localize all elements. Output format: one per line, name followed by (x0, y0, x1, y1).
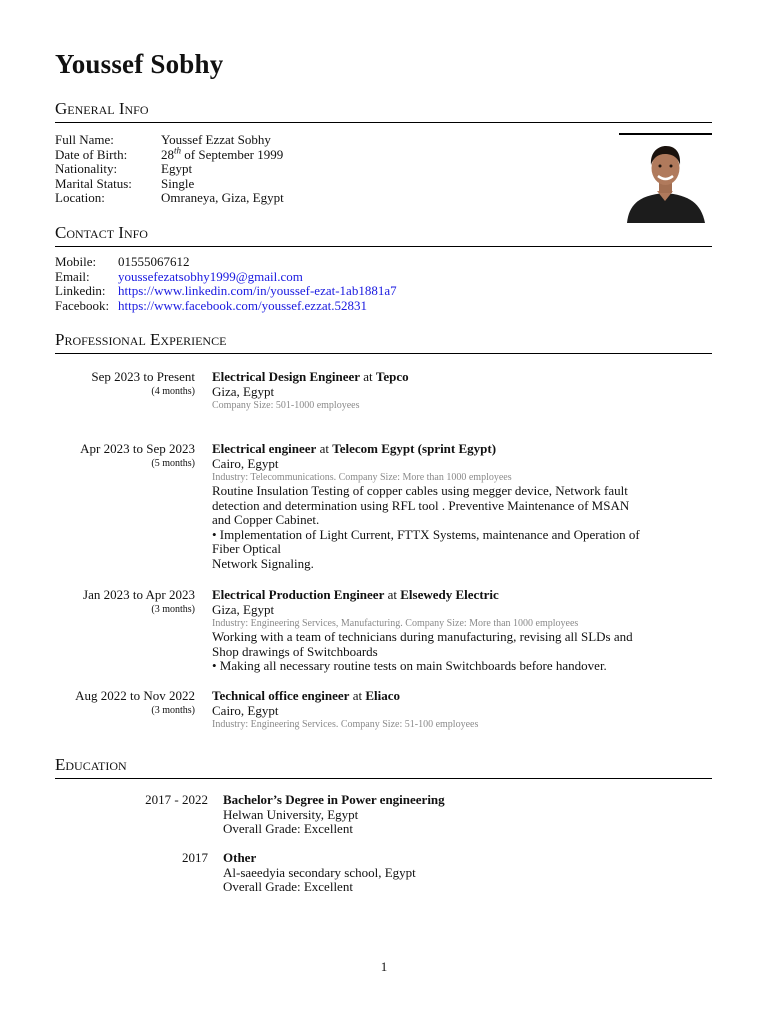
location-value: Omraneya, Giza, Egypt (161, 190, 284, 205)
candidate-name: Youssef Sobhy (55, 49, 224, 79)
education-dates: 2017 (182, 850, 208, 865)
nationality-value: Egypt (161, 161, 193, 176)
mobile-value: 01555067612 (118, 254, 190, 269)
job-location: Cairo, Egypt (212, 702, 279, 718)
contact-info-block (55, 255, 397, 313)
job-location: Cairo, Egypt (212, 455, 279, 471)
nationality-label: Nationality: (55, 161, 118, 176)
education-entry (223, 851, 703, 895)
degree-title: Other (223, 850, 257, 865)
job-title: Electrical engineer (212, 441, 317, 456)
profile-photo (619, 133, 712, 223)
experience-entry: Electrical Production Engineer at Elsewedy Electric Giza, Egypt Industry: Engineering Services, Manufacturing. Company Size: More than 1000 employees Working with a team of technicians during manufacturing, revising all SLDs and Shop drawings of Switchboards • Making all necessary routine tests on main Switchboards before handover. (212, 588, 702, 674)
experience-entry: Electrical Design Engineer at Tepco Giza, Egypt Company Size: 501-1000 employees (212, 370, 702, 412)
experience-entry: Electrical engineer at Telecom Egypt (sprint Egypt) Cairo, Egypt Industry: Telecommunications. Company Size: More than 1000 employees Routine Insulation Testing of copper cables using megger device, Network fault detection and determination using RFL tool . Preventive Maintenance of MSAN and Copper Cabinet. • Implementation of Light Current, FTTX Systems, maintenance and Operation of Fiber Optical Network Signaling. (212, 442, 702, 571)
company-meta: Industry: Engineering Services, Manufacturing. Company Size: More than 1000 employees (212, 618, 579, 629)
experience-dates-block (55, 588, 195, 616)
experience-dates-block (55, 442, 195, 470)
section-heading-professional-experience: Professional Experience (55, 330, 712, 354)
email-label: Email: (55, 268, 90, 284)
experience-duration: (3 months) (151, 603, 195, 615)
job-description: Routine Insulation Testing of copper cables using megger device, Network fault detection and determination using RFL tool . Preventive Maintenance of MSAN and Copper Cabinet. • Implementation of Light Current, FTTX Systems, maintenance and Operation of Fiber Optical Network Signaling. (212, 483, 640, 571)
job-title: Electrical Design Engineer (212, 369, 361, 384)
experience-duration: (4 months) (151, 385, 195, 397)
job-title: Electrical Production Engineer (212, 587, 385, 602)
education-entry (223, 793, 703, 837)
experience-dates-block (55, 689, 195, 717)
marital-status-value: Single (161, 175, 195, 191)
company-name: Elsewedy Electric (400, 587, 499, 602)
job-description: Working with a team of technicians during manufacturing, revising all SLDs and Shop drawings of Switchboards • Making all necessary routine tests on main Switchboards before handover. (212, 629, 633, 673)
section-heading-general-info: General Info (55, 99, 712, 123)
job-location: Giza, Egypt (212, 383, 275, 399)
marital-status-label: Marital Status: (55, 175, 132, 191)
page-number: 1 (380, 959, 388, 974)
dob-value: 28th of September 1999 (161, 145, 284, 162)
school-name: Al-saeedyia secondary school, Egypt (223, 864, 416, 880)
dob-label: Date of Birth: (55, 146, 128, 162)
experience-dates: Sep 2023 to Present (91, 369, 195, 384)
linkedin-label: Linkedin: (55, 283, 106, 298)
experience-dates-block (55, 370, 195, 398)
full-name-value: Youssef Ezzat Sobhy (161, 132, 271, 147)
company-meta: Industry: Engineering Services. Company Size: 51-100 employees (212, 719, 479, 730)
linkedin-link[interactable]: https://www.linkedin.com/in/youssef-ezat-1ab1881a7 (118, 283, 397, 298)
company-name: Tepco (375, 369, 409, 384)
mobile-label: Mobile: (55, 254, 97, 269)
section-heading-education: Education (55, 755, 712, 779)
section-heading-contact-info: Contact Info (55, 223, 712, 247)
email-link[interactable]: youssefezatsobhy1999@gmail.com (118, 268, 303, 284)
general-info-block (55, 133, 284, 206)
experience-dates: Apr 2023 to Sep 2023 (80, 441, 195, 456)
company-name: Eliaco (365, 688, 400, 703)
location-label: Location: (55, 190, 105, 205)
experience-entry: Technical office engineer at Eliaco Cairo, Egypt Industry: Engineering Services. Company Size: 51-100 employees (212, 689, 702, 731)
overall-grade: Overall Grade: Excellent (223, 821, 353, 836)
job-location: Giza, Egypt (212, 601, 275, 617)
facebook-label: Facebook: (55, 297, 110, 313)
education-dates: 2017 - 2022 (145, 792, 208, 807)
overall-grade: Overall Grade: Excellent (223, 879, 353, 894)
school-name: Helwan University, Egypt (223, 806, 359, 822)
company-meta: Company Size: 501-1000 employees (212, 400, 360, 411)
experience-dates: Aug 2022 to Nov 2022 (75, 688, 195, 703)
profile-photo-image (619, 135, 712, 223)
facebook-link[interactable]: https://www.facebook.com/youssef.ezzat.52831 (118, 297, 367, 313)
degree-title: Bachelor’s Degree in Power engineering (223, 792, 445, 807)
experience-dates: Jan 2023 to Apr 2023 (83, 587, 195, 602)
company-meta: Industry: Telecommunications. Company Size: More than 1000 employees (212, 472, 512, 483)
experience-duration: (5 months) (151, 457, 195, 469)
company-name: Telecom Egypt (sprint Egypt) (332, 441, 497, 456)
job-title: Technical office engineer (212, 688, 350, 703)
full-name-label: Full Name: (55, 132, 114, 147)
experience-duration: (3 months) (151, 704, 195, 716)
